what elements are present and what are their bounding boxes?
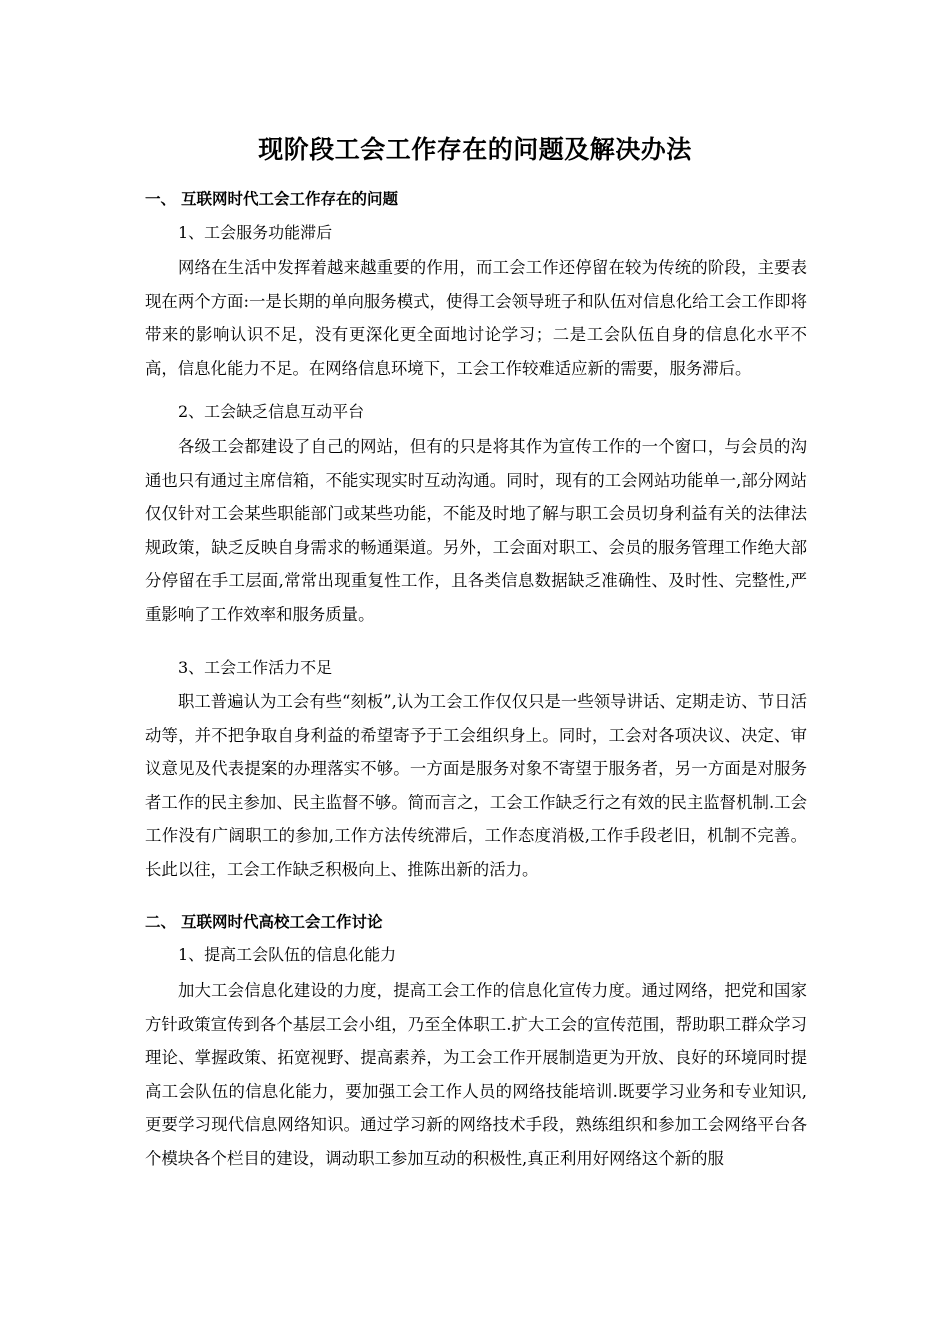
section-number: 一、 [145,190,177,208]
section-number: 二、 [145,913,177,931]
body-paragraph: 职工普遍认为工会有些“刻板”,认为工会工作仅仅只是一些领导讲话、定期走访、节日活动等，并不把争取自身利益的希望寄予于工会组织身上。同时，工会对各项决议、决定、审议意见及代表提案的办理落实不够。一方面是服务对象不寄望于服务者，另一方面是对服务者工作的民主参加、民主监督不够。简而言之，工会工作缺乏行之有效的民主监督机制.工会工作没有广阔职工的参加,工作方法传统滞后，工作态度消极,工作手段老旧，机制不完善。长此以往，工会工作缺乏积极向上、推陈出新的活力。 [145,692,807,879]
body-paragraph: 各级工会都建设了自己的网站，但有的只是将其作为宣传工作的一个窗口，与会员的沟通也只有通过主席信箱，不能实现实时互动沟通。同时，现有的工会网站功能单一,部分网站仅仅针对工会某些职能部门或某些功能，不能及时地了解与职工会员切身利益有关的法律法规政策，缺乏反映自身需求的畅通渠道。另外，工会面对职工、会员的服务管理工作绝大部分停留在手工层面,常常出现重复性工作，且各类信息数据缺乏准确性、及时性、完整性,严重影响了工作效率和服务质量。 [145,437,807,624]
document-title: 现阶段工会工作存在的问题及解决办法 [258,135,692,164]
body-paragraph: 网络在生活中发挥着越来越重要的作用，而工会工作还停留在较为传统的阶段，主要表现在两个方面:一是长期的单向服务模式，使得工会领导班子和队伍对信息化给工会工作即将带来的影响认识不足，没有更深化更全面地讨论学习；二是工会队伍自身的信息化水平不高，信息化能力不足。在网络信息环境下，工会工作较难适应新的需要，服务滞后。 [145,258,807,378]
section-heading-text: 互联网时代工会工作存在的问题 [181,190,399,208]
section-heading [145,187,398,211]
body-paragraph: 加大工会信息化建设的力度，提高工会工作的信息化宣传力度。通过网络，把党和国家方针政策宣传到各个基层工会小组，乃至全体职工.扩大工会的宣传范围，帮助职工群众学习理论、掌握政策、拓宽视野、提高素养，为工会工作开展制造更为开放、良好的环境同时提高工会队伍的信息化能力，要加强工会工作人员的网络技能培训.既要学习业务和专业知识,更要学习现代信息网络知识。通过学习新的网络技术手段，熟练组织和参加工会网络平台各个模块各个栏目的建设，调动职工参加互动的积极性,真正利用好网络这个新的服 [145,981,807,1168]
subsection-heading: 3、工会工作活力不足 [178,658,333,677]
section-heading [145,910,383,934]
subsection-heading: 2、工会缺乏信息互动平台 [178,402,365,421]
subsection-heading: 1、工会服务功能滞后 [178,223,333,242]
section-heading-text: 互联网时代高校工会工作讨论 [181,913,383,931]
subsection-heading: 1、提高工会队伍的信息化能力 [178,945,397,964]
